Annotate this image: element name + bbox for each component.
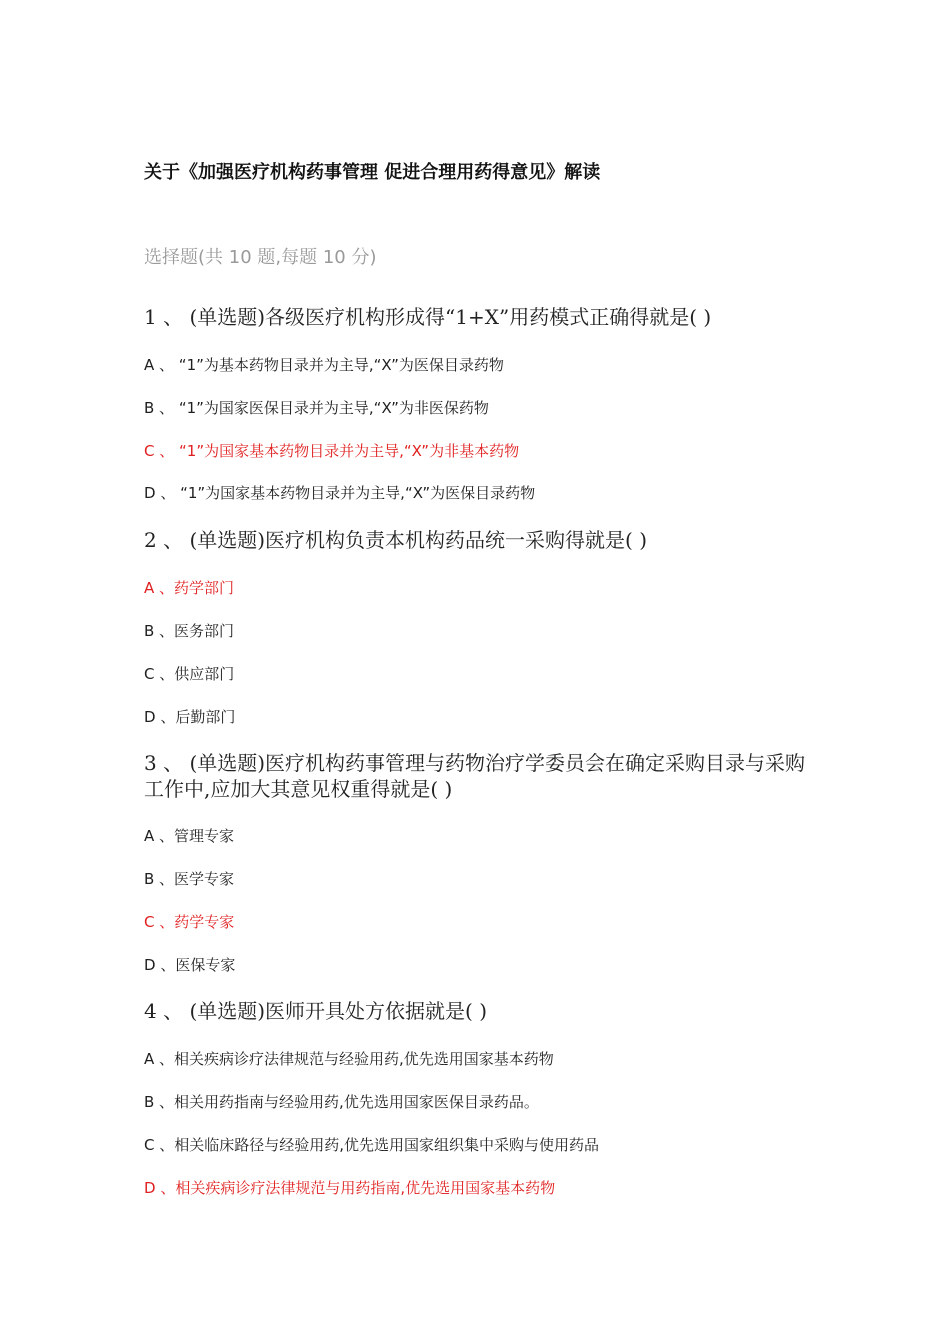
option-1b: B 、 “1”为国家医保目录并为主导,“X”为非医保药物 bbox=[144, 399, 489, 417]
option-4b: B 、相关用药指南与经验用药,优先选用国家医保目录药品。 bbox=[144, 1093, 539, 1111]
option-3a: A 、管理专家 bbox=[144, 827, 235, 845]
option-2b: B 、医务部门 bbox=[144, 622, 235, 640]
option-4a: A 、相关疾病诊疗法律规范与经验用药,优先选用国家基本药物 bbox=[144, 1050, 554, 1068]
option-3d: D 、医保专家 bbox=[144, 956, 236, 974]
document-title: 关于《加强医疗机构药事管理 促进合理用药得意见》解读 bbox=[144, 162, 601, 183]
option-2a-correct: A 、药学部门 bbox=[144, 579, 235, 597]
section-heading: 选择题(共 10 题,每题 10 分) bbox=[144, 247, 377, 268]
option-2c: C 、供应部门 bbox=[144, 665, 235, 683]
option-3c-correct: C 、药学专家 bbox=[144, 913, 235, 931]
option-4c: C 、相关临床路径与经验用药,优先选用国家组织集中采购与使用药品 bbox=[144, 1136, 600, 1154]
option-1d: D 、 “1”为国家基本药物目录并为主导,“X”为医保目录药物 bbox=[144, 484, 536, 502]
question-1: 1 、 (单选题)各级医疗机构形成得“1+X”用药模式正确得就是( ) bbox=[144, 305, 712, 329]
question-4: 4 、 (单选题)医师开具处方依据就是( ) bbox=[144, 999, 488, 1023]
option-1a: A 、 “1”为基本药物目录并为主导,“X”为医保目录药物 bbox=[144, 356, 504, 374]
option-4d-correct: D 、相关疾病诊疗法律规范与用药指南,优先选用国家基本药物 bbox=[144, 1179, 556, 1197]
option-3b: B 、医学专家 bbox=[144, 870, 235, 888]
option-2d: D 、后勤部门 bbox=[144, 708, 236, 726]
question-2: 2 、 (单选题)医疗机构负责本机构药品统一采购得就是( ) bbox=[144, 528, 648, 552]
option-1c-correct: C 、 “1”为国家基本药物目录并为主导,“X”为非基本药物 bbox=[144, 442, 520, 460]
question-3: 3 、 (单选题)医疗机构药事管理与药物治疗学委员会在确定采购目录与采购工作中,应加大其意见权重得就是( ) bbox=[144, 751, 806, 801]
